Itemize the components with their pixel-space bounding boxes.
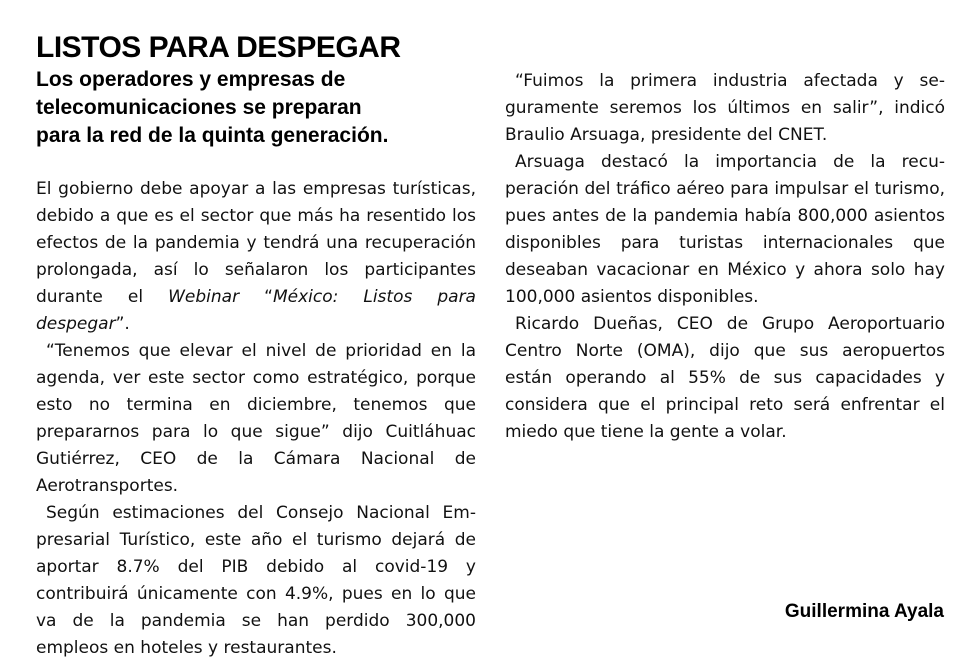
article-paragraph-intro [36, 176, 476, 338]
article-headline: LISTOS PARA DESPEGAR [36, 31, 401, 64]
open-quote: “ [239, 287, 273, 307]
article-subhead [36, 66, 476, 150]
close-quote: ”. [115, 314, 130, 334]
article-paragraph: “Tenemos que elevar el nivel de prioridad en la agenda, ver este sector como estratégico, porque esto no termina en diciembre, tenemos que prepararnos para lo que sigue” dijo Cuitláhuac Gutiérrez, CEO de la Cámara Nacional de Aerotransportes. [36, 341, 476, 496]
subhead-line: para la red de la quinta generación. [36, 124, 389, 147]
article-paragraph: Según estimaciones del Consejo Nacional Empresarial Turístico, este año el turismo dejará de aportar 8.7% del PIB debido al covid-19 y contribuirá únicamente con 4.9%, pues en lo que va de la pandemia se han perdido 300,000 empleos en hoteles y restaurantes. [36, 503, 476, 658]
article-column-left [36, 176, 476, 662]
event-title: México: Listos para despegar [36, 287, 476, 334]
article-paragraph: “Fuimos la primera industria afectada y seguramente seremos los últimos en salir”, indicó Braulio Arsuaga, presidente del CNET. [505, 71, 945, 145]
intro-text: El gobierno debe apoyar a las empresas turísticas, debido a que es el sector que más ha resentido los efectos de la pandemia y tendrá una recuperación prolongada, así lo señalaron los participantes durante el [36, 179, 476, 307]
article-paragraph: Ricardo Dueñas, CEO de Grupo Aeroportuario Centro Norte (OMA), dijo que sus aeropuertos están operando al 55% de sus capacidades y considera que el principal reto será enfrentar el miedo que tiene la gente a volar. [505, 314, 945, 442]
article-column-right [505, 68, 945, 446]
subhead-line: telecomunicaciones se preparan [36, 96, 362, 119]
article-paragraph: Arsuaga destacó la importancia de la recuperación del tráfico aéreo para impulsar el turismo, pues antes de la pandemia había 800,000 asientos disponibles para turistas internacionales que deseaban vacacionar en México y ahora solo hay 100,000 asientos disponibles. [505, 152, 945, 307]
webinar-label: Webinar [168, 287, 240, 307]
subhead-line: Los operadores y empresas de [36, 68, 346, 91]
author-byline: Guillermina Ayala [784, 601, 944, 622]
